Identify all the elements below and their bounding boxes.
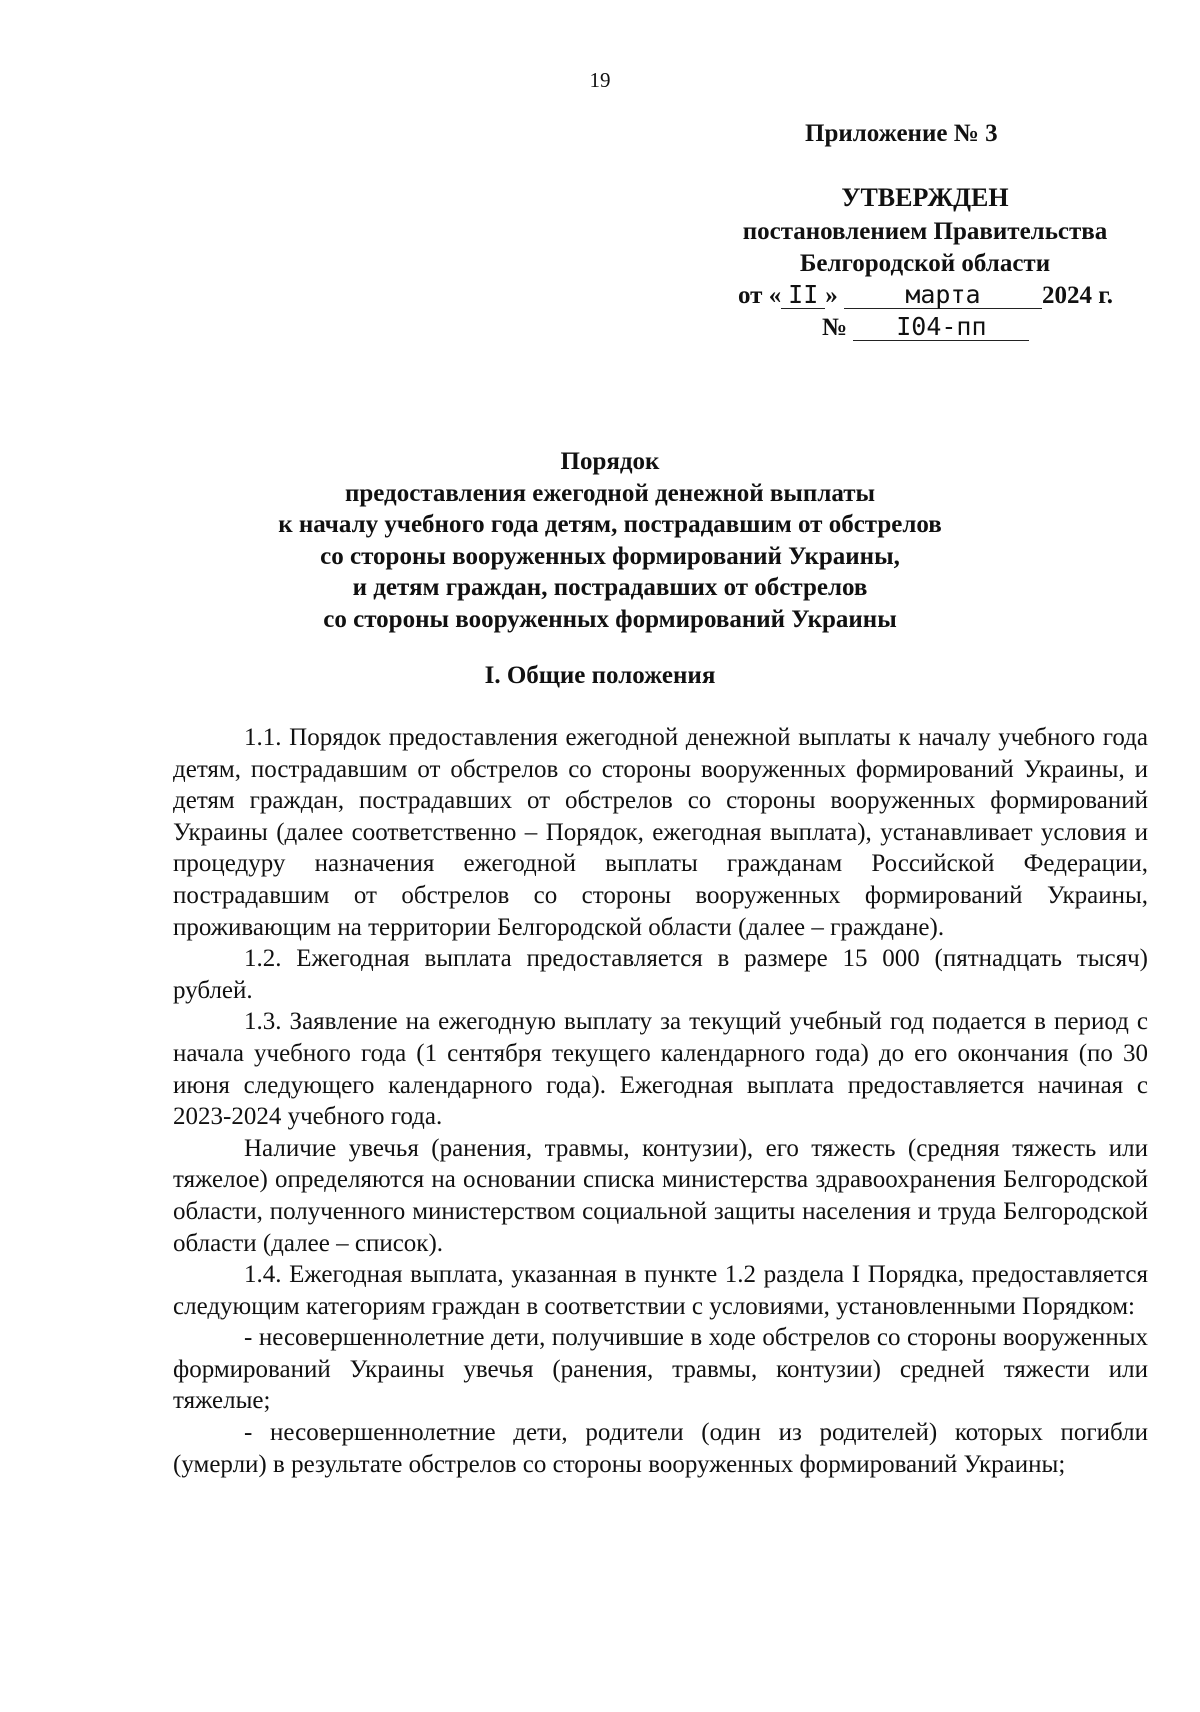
list-item: - несовершеннолетние дети, родители (один из родителей) которых погибли (умерли) в результате обстрелов со стороны вооруженных формирований Украины;: [173, 1419, 1148, 1478]
title-line: предоставления ежегодной денежной выплаты: [344, 479, 876, 507]
paragraph-injury-note: Наличие увечья (ранения, травмы, контузии), его тяжесть (средняя тяжесть или тяжелое) определяются на основании списка министерства здравоохранения Белгородской области, полученного министерством социальной защиты населения и труда Белгородской области (далее – список).: [173, 1134, 1148, 1257]
title-line: и детям граждан, пострадавших от обстрелов: [352, 574, 868, 601]
date-day-close: »: [825, 282, 838, 309]
approval-number-line: [822, 312, 1029, 344]
paragraph-1-3: 1.3. Заявление на ежегодную выплату за текущий учебный год подается в период с начала учебного года (1 сентября текущего календарного года) до его окончания (по 30 июня следующего календарного года). Ежегодная выплата предоставляется начиная с 2023-2024 учебного года.: [173, 1008, 1148, 1131]
appendix-label: Приложение № 3: [805, 120, 998, 147]
section-heading: I. Общие положения: [484, 662, 716, 689]
page-number: 19: [589, 68, 611, 92]
paragraph-1-4: 1.4. Ежегодная выплата, указанная в пункте 1.2 раздела I Порядка, предоставляется следующим категориям граждан в соответствии с условиями, установленными Порядком:: [173, 1261, 1148, 1320]
title-line: со стороны вооруженных формирований Украины: [323, 605, 897, 633]
title-line: со стороны вооруженных формирований Украины,: [320, 542, 900, 570]
date-day: II: [781, 282, 825, 309]
document-body: [173, 722, 1148, 1480]
paragraph-1-2: 1.2. Ежегодная выплата предоставляется в размере 15 000 (пятнадцать тысяч) рублей.: [173, 945, 1148, 1004]
date-year: 2024 г.: [1041, 282, 1113, 309]
paragraph-1-1: 1.1. Порядок предоставления ежегодной денежной выплаты к началу учебного года детям, пострадавшим от обстрелов со стороны вооруженных формирований Украины, и детям граждан, пострадавших от обстрелов со стороны вооруженных формирований Украины (далее соответственно – Порядок, ежегодная выплата), устанавливает условия и процедуру назначения ежегодной выплаты гражданам Российской Федерации, пострадавшим от обстрелов со стороны вооруженных формирований Украины, проживающим на территории Белгородской области (далее – граждане).: [173, 724, 1148, 941]
approval-line-1: постановлением Правительства: [742, 218, 1108, 245]
list-item: - несовершеннолетние дети, получившие в ходе обстрелов со стороны вооруженных формирований Украины увечья (ранения, травмы, контузии) средней тяжести или тяжелые;: [173, 1324, 1148, 1415]
approval-date-line: [738, 280, 1113, 312]
title-line: Порядок: [560, 448, 660, 475]
title-line: к началу учебного года детям, пострадавшим от обстрелов: [278, 511, 942, 538]
number-prefix: №: [822, 314, 848, 341]
approval-heading: УТВЕРЖДЕН: [841, 183, 1009, 212]
document-title: [150, 446, 1070, 635]
approval-line-2: Белгородской области: [799, 250, 1051, 277]
date-prefix: от «: [738, 282, 782, 309]
document-number: I04-пп: [853, 314, 1029, 341]
date-month: марта: [844, 282, 1042, 309]
